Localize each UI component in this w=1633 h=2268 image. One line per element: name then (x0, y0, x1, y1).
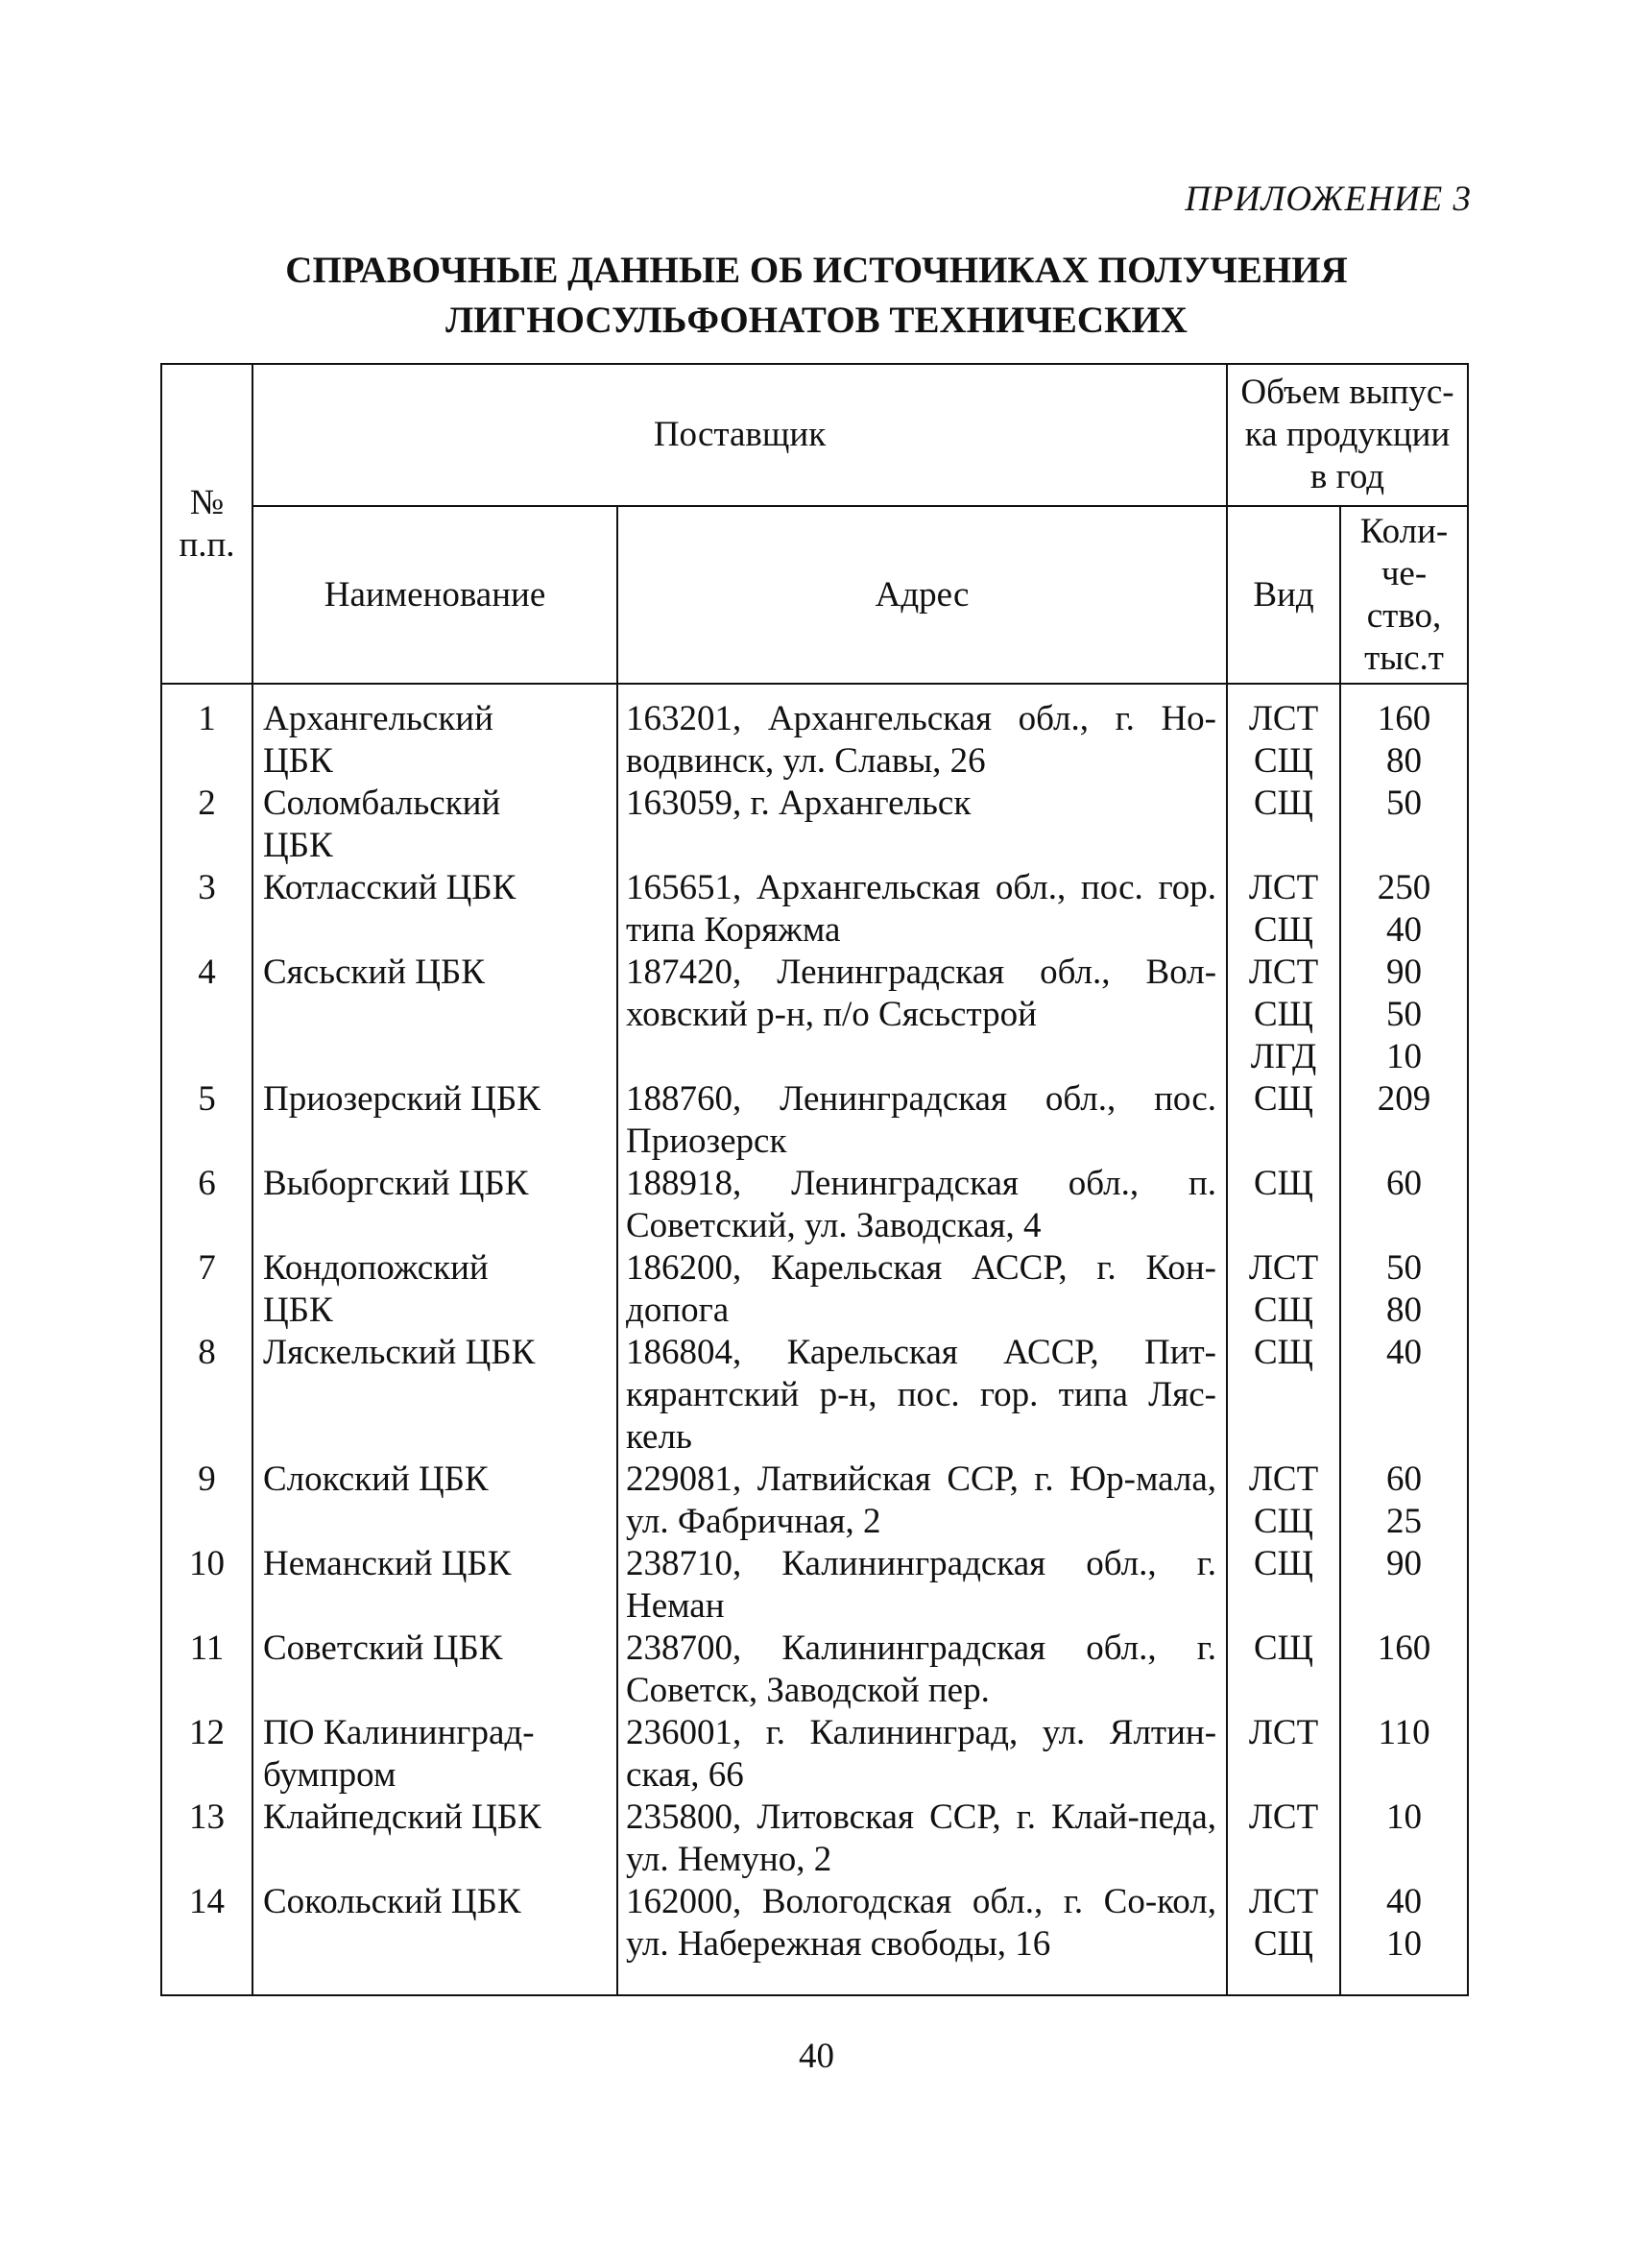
product-quantity-value: 40 (1386, 910, 1423, 950)
product-kind-value: ЛСТ (1248, 1713, 1319, 1752)
col-header-address: Адрес (617, 506, 1227, 684)
product-kind-value: СЩ (1254, 910, 1314, 950)
product-kind-value: ЛСТ (1248, 1248, 1319, 1288)
supplier-name (252, 1628, 617, 1712)
supplier-address: 238710, Калининградская обл., г. Неман (617, 1543, 1227, 1628)
table-row (161, 952, 1468, 1078)
supplier-name-line: ЦБК (263, 741, 333, 781)
row-number: 12 (161, 1712, 252, 1797)
row-number: 8 (161, 1332, 252, 1459)
col-header-number: № п.п. (161, 364, 252, 684)
supplier-name-line: Сокольский ЦБК (263, 1882, 521, 1921)
supplier-name-line: Кондопожский (263, 1248, 489, 1288)
product-kind (1227, 1628, 1340, 1712)
product-quantity-value: 40 (1386, 1882, 1423, 1921)
product-quantity (1340, 867, 1468, 952)
supplier-address: 165651, Архангельская обл., пос. гор. типа Коряжма (617, 867, 1227, 952)
product-kind (1227, 1797, 1340, 1881)
product-kind-value: СЩ (1254, 1079, 1314, 1119)
product-quantity-value: 50 (1386, 784, 1423, 823)
product-kind-value: СЩ (1254, 1544, 1314, 1583)
title-line-1: СПРАВОЧНЫЕ ДАННЫЕ ОБ ИСТОЧНИКАХ ПОЛУЧЕНИЯ (285, 250, 1348, 291)
spacer-cell (1340, 1966, 1468, 1995)
supplier-name (252, 1881, 617, 1966)
product-kind (1227, 1332, 1340, 1459)
row-number: 1 (161, 684, 252, 783)
row-number: 14 (161, 1881, 252, 1966)
table-row (161, 1459, 1468, 1543)
product-kind (1227, 1712, 1340, 1797)
supplier-name (252, 1332, 617, 1459)
product-kind-value: ЛСТ (1248, 699, 1319, 738)
product-quantity-value: 10 (1386, 1037, 1423, 1076)
product-quantity (1340, 1881, 1468, 1966)
product-quantity (1340, 1459, 1468, 1543)
supplier-name-line: Слокский ЦБК (263, 1460, 489, 1499)
product-kind (1227, 1459, 1340, 1543)
product-quantity (1340, 1163, 1468, 1247)
product-quantity-value: 90 (1386, 953, 1423, 992)
product-kind-value: ЛСТ (1248, 1798, 1319, 1837)
product-kind (1227, 952, 1340, 1078)
product-quantity-value: 160 (1377, 1629, 1431, 1668)
supplier-name-line: Соломбальский (263, 784, 501, 823)
product-quantity-value: 60 (1386, 1164, 1423, 1203)
table-row (161, 1628, 1468, 1712)
supplier-name-line: ЦБК (263, 1291, 333, 1330)
col-header-supplier: Поставщик (252, 364, 1227, 506)
supplier-address: 238700, Калининградская обл., г. Советск, Заводской пер. (617, 1628, 1227, 1712)
product-quantity-value: 10 (1386, 1798, 1423, 1837)
product-kind-value: СЩ (1254, 1502, 1314, 1541)
table-row (161, 1881, 1468, 1966)
row-number: 11 (161, 1628, 252, 1712)
product-quantity (1340, 1712, 1468, 1797)
product-quantity-value: 110 (1378, 1713, 1430, 1752)
product-quantity (1340, 1543, 1468, 1628)
product-kind-value: СЩ (1254, 741, 1314, 781)
product-kind-value: ЛСТ (1248, 1882, 1319, 1921)
product-quantity-value: 10 (1386, 1924, 1423, 1964)
table-row (161, 1797, 1468, 1881)
supplier-name (252, 783, 617, 867)
row-number: 3 (161, 867, 252, 952)
row-number: 13 (161, 1797, 252, 1881)
spacer-cell (617, 1966, 1227, 1995)
page-number: 40 (799, 2037, 834, 2076)
supplier-name-line: бумпром (263, 1755, 396, 1795)
product-kind-value: СЩ (1254, 1924, 1314, 1964)
product-quantity-value: 250 (1377, 868, 1431, 907)
table-row (161, 1247, 1468, 1332)
table-row (161, 684, 1468, 783)
row-number: 9 (161, 1459, 252, 1543)
product-kind-value: СЩ (1254, 1629, 1314, 1668)
supplier-address: 188918, Ленинградская обл., п. Советский, ул. Заводская, 4 (617, 1163, 1227, 1247)
product-kind (1227, 684, 1340, 783)
col-header-qty: Коли- че- ство, тыс.т (1340, 506, 1468, 684)
supplier-address: 186200, Карельская АССР, г. Кон-допога (617, 1247, 1227, 1332)
row-number: 4 (161, 952, 252, 1078)
supplier-address: 229081, Латвийская ССР, г. Юр-мала, ул. Фабричная, 2 (617, 1459, 1227, 1543)
product-quantity-value: 90 (1386, 1544, 1423, 1583)
suppliers-table (160, 363, 1469, 1996)
product-kind (1227, 1163, 1340, 1247)
product-quantity (1340, 1078, 1468, 1163)
row-number: 7 (161, 1247, 252, 1332)
supplier-name (252, 1247, 617, 1332)
product-kind-value: ЛСТ (1248, 953, 1319, 992)
product-quantity (1340, 952, 1468, 1078)
supplier-name (252, 952, 617, 1078)
supplier-name (252, 1163, 617, 1247)
page-title (0, 246, 1633, 346)
table-row (161, 783, 1468, 867)
supplier-address: 236001, г. Калининград, ул. Ялтин-ская, 66 (617, 1712, 1227, 1797)
col-header-kind: Вид (1227, 506, 1340, 684)
table-row (161, 1163, 1468, 1247)
spacer-cell (161, 1966, 252, 1995)
spacer-cell (1227, 1966, 1340, 1995)
product-kind-value: СЩ (1254, 1333, 1314, 1372)
product-quantity-value: 80 (1386, 1291, 1423, 1330)
supplier-name-line: Ляскельский ЦБК (263, 1333, 536, 1372)
product-kind-value: СЩ (1254, 784, 1314, 823)
product-quantity (1340, 1628, 1468, 1712)
product-kind (1227, 1247, 1340, 1332)
supplier-name (252, 867, 617, 952)
product-kind (1227, 1543, 1340, 1628)
header-row-1 (161, 364, 1468, 506)
supplier-address: 188760, Ленинградская обл., пос. Приозерск (617, 1078, 1227, 1163)
table-bottom-spacer (161, 1966, 1468, 1995)
product-kind-value: СЩ (1254, 1291, 1314, 1330)
supplier-name (252, 1459, 617, 1543)
product-quantity-value: 209 (1377, 1079, 1431, 1119)
row-number: 10 (161, 1543, 252, 1628)
title-line-2: ЛИГНОСУЛЬФОНАТОВ ТЕХНИЧЕСКИХ (445, 300, 1188, 341)
table-row (161, 1078, 1468, 1163)
supplier-address: 163059, г. Архангельск (617, 783, 1227, 867)
appendix-label: ПРИЛОЖЕНИЕ 3 (1185, 180, 1472, 219)
header-row-2 (161, 506, 1468, 684)
supplier-address: 162000, Вологодская обл., г. Со-кол, ул. Набережная свободы, 16 (617, 1881, 1227, 1966)
supplier-name (252, 1543, 617, 1628)
product-kind-value: ЛГД (1250, 1037, 1317, 1076)
supplier-name (252, 1078, 617, 1163)
product-kind (1227, 867, 1340, 952)
row-number: 2 (161, 783, 252, 867)
product-quantity-value: 80 (1386, 741, 1423, 781)
product-kind (1227, 1078, 1340, 1163)
product-quantity-value: 40 (1386, 1333, 1423, 1372)
supplier-name-line: Приозерский ЦБК (263, 1079, 540, 1119)
supplier-name (252, 1712, 617, 1797)
product-quantity (1340, 684, 1468, 783)
supplier-name-line: Архангельский (263, 699, 493, 738)
table-row (161, 1712, 1468, 1797)
table-row (161, 1543, 1468, 1628)
supplier-name-line: Выборгский ЦБК (263, 1164, 529, 1203)
product-kind-value: СЩ (1254, 995, 1314, 1034)
supplier-name-line: Советский ЦБК (263, 1629, 503, 1668)
product-quantity-value: 50 (1386, 1248, 1423, 1288)
row-number: 5 (161, 1078, 252, 1163)
product-kind (1227, 783, 1340, 867)
product-quantity (1340, 1797, 1468, 1881)
product-kind-value: ЛСТ (1248, 868, 1319, 907)
product-quantity-value: 60 (1386, 1460, 1423, 1499)
product-quantity-value: 25 (1386, 1502, 1423, 1541)
supplier-name-line: ПО Калининград- (263, 1713, 535, 1752)
product-kind-value: ЛСТ (1248, 1460, 1319, 1499)
product-quantity-value: 50 (1386, 995, 1423, 1034)
supplier-name-line: Неманский ЦБК (263, 1544, 512, 1583)
supplier-address: 186804, Карельская АССР, Пит-кярантский р-н, пос. гор. типа Ляс-кель (617, 1332, 1227, 1459)
table-row (161, 867, 1468, 952)
product-quantity-value: 160 (1377, 699, 1431, 738)
row-number: 6 (161, 1163, 252, 1247)
supplier-address: 163201, Архангельская обл., г. Но-водвинск, ул. Славы, 26 (617, 684, 1227, 783)
supplier-name (252, 684, 617, 783)
product-quantity (1340, 1332, 1468, 1459)
spacer-cell (252, 1966, 617, 1995)
supplier-address: 235800, Литовская ССР, г. Клай-педа, ул. Немуно, 2 (617, 1797, 1227, 1881)
supplier-name-line: Котласский ЦБК (263, 868, 516, 907)
product-kind (1227, 1881, 1340, 1966)
supplier-name (252, 1797, 617, 1881)
col-header-volume: Объем выпус- ка продукции в год (1227, 364, 1468, 506)
supplier-name-line: Клайпедский ЦБК (263, 1798, 541, 1837)
product-quantity (1340, 783, 1468, 867)
supplier-name-line: ЦБК (263, 826, 333, 865)
col-header-name: Наименование (252, 506, 617, 684)
supplier-name-line: Сясьский ЦБК (263, 953, 485, 992)
table-row (161, 1332, 1468, 1459)
supplier-address: 187420, Ленинградская обл., Вол-ховский р-н, п/о Сясьстрой (617, 952, 1227, 1078)
product-kind-value: СЩ (1254, 1164, 1314, 1203)
product-quantity (1340, 1247, 1468, 1332)
